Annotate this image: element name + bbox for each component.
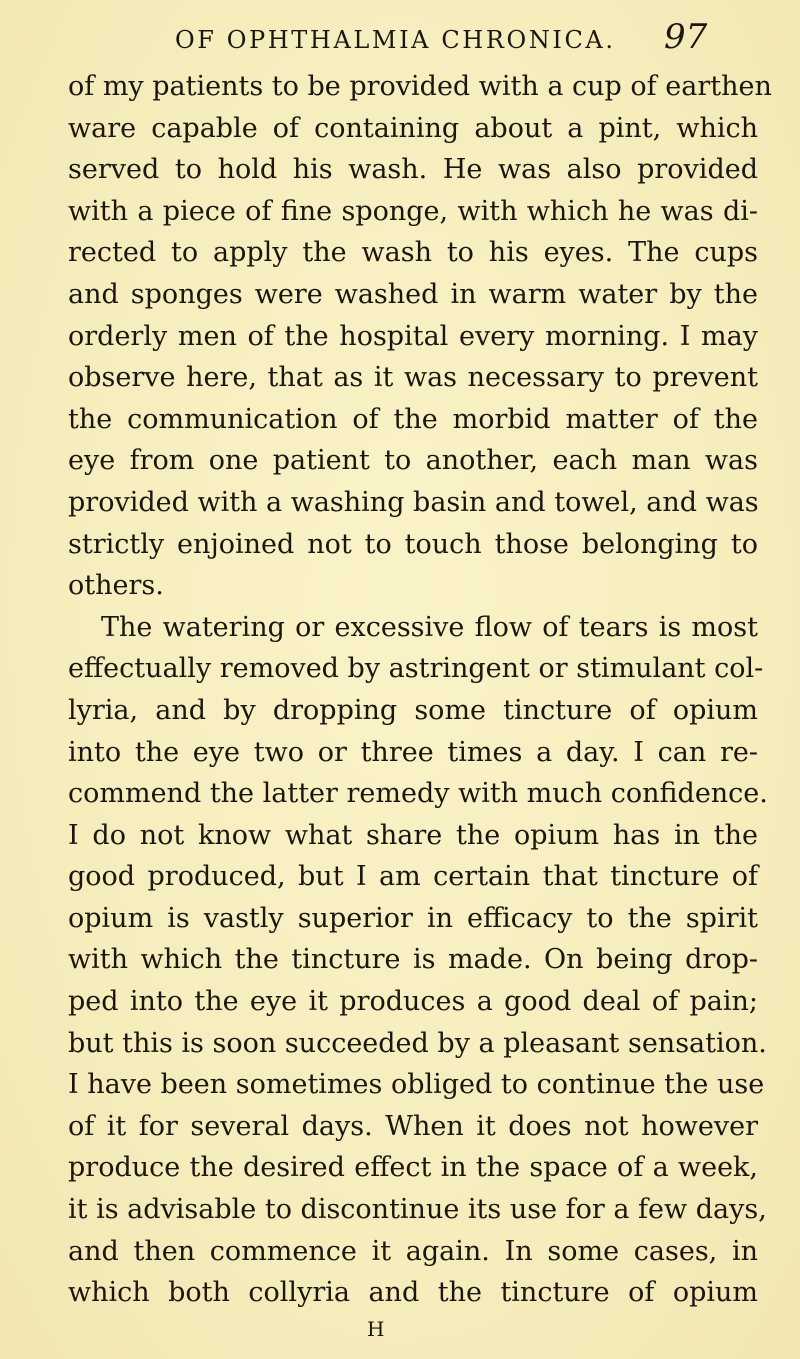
page-header [0,12,800,57]
text-line: provided with a washing basin and towel, and was [68,486,759,518]
text-line: commend the latter remedy with much confidence. [68,778,768,810]
text-line: and then commence it again. In some cases, in [68,1235,758,1267]
text-line: produce the desired effect in the space of a week, [68,1152,758,1184]
text-line: with which the tincture is made. On being drop- [68,944,758,976]
text-line: ped into the eye it produces a good deal of pain; [68,986,758,1018]
page-number: 97 [664,17,708,57]
signature-mark: H [367,1317,385,1341]
paragraph-start-line: The watering or excessive flow of tears is most [101,611,758,643]
text-line: which both collyria and the tincture of opium [68,1277,758,1309]
text-line: served to hold his wash. He was also provided [68,154,758,186]
text-line: of my patients to be provided with a cup of earthen [68,71,772,102]
text-line: into the eye two or three times a day. I can re- [68,736,758,768]
body-text [68,66,772,1314]
text-line: of it for several days. When it does not however [68,1110,758,1142]
text-line: orderly men of the hospital every morning. I may [68,320,758,352]
text-line: ware capable of containing about a pint, which [68,112,758,144]
text-line: I have been sometimes obliged to continue the use [68,1069,765,1101]
running-head: OF OPHTHALMIA CHRONICA. [175,26,616,54]
text-line: lyria, and by dropping some tincture of opium [68,694,758,726]
text-line: strictly enjoined not to touch those belonging to [68,528,758,560]
text-line: opium is vastly superior in efficacy to the spirit [68,902,758,934]
text-line: I do not know what share the opium has in the [68,819,758,851]
text-line: and sponges were washed in warm water by the [68,278,758,310]
text-line: eye from one patient to another, each man was [68,445,758,477]
text-line: it is advisable to discontinue its use for a few days, [68,1194,767,1226]
text-line: good produced, but I am certain that tincture of [68,861,758,893]
text-line: with a piece of fine sponge, with which he was di- [68,195,758,227]
text-line: rected to apply the wash to his eyes. The cups [68,237,758,269]
text-line: effectually removed by astringent or stimulant col- [68,653,764,685]
text-line: but this is soon succeeded by a pleasant sensation. [68,1027,767,1059]
paragraph-end-line: others. [68,570,164,602]
text-line: observe here, that as it was necessary to prevent [68,362,758,394]
text-line: the communication of the morbid matter of the [68,403,758,435]
